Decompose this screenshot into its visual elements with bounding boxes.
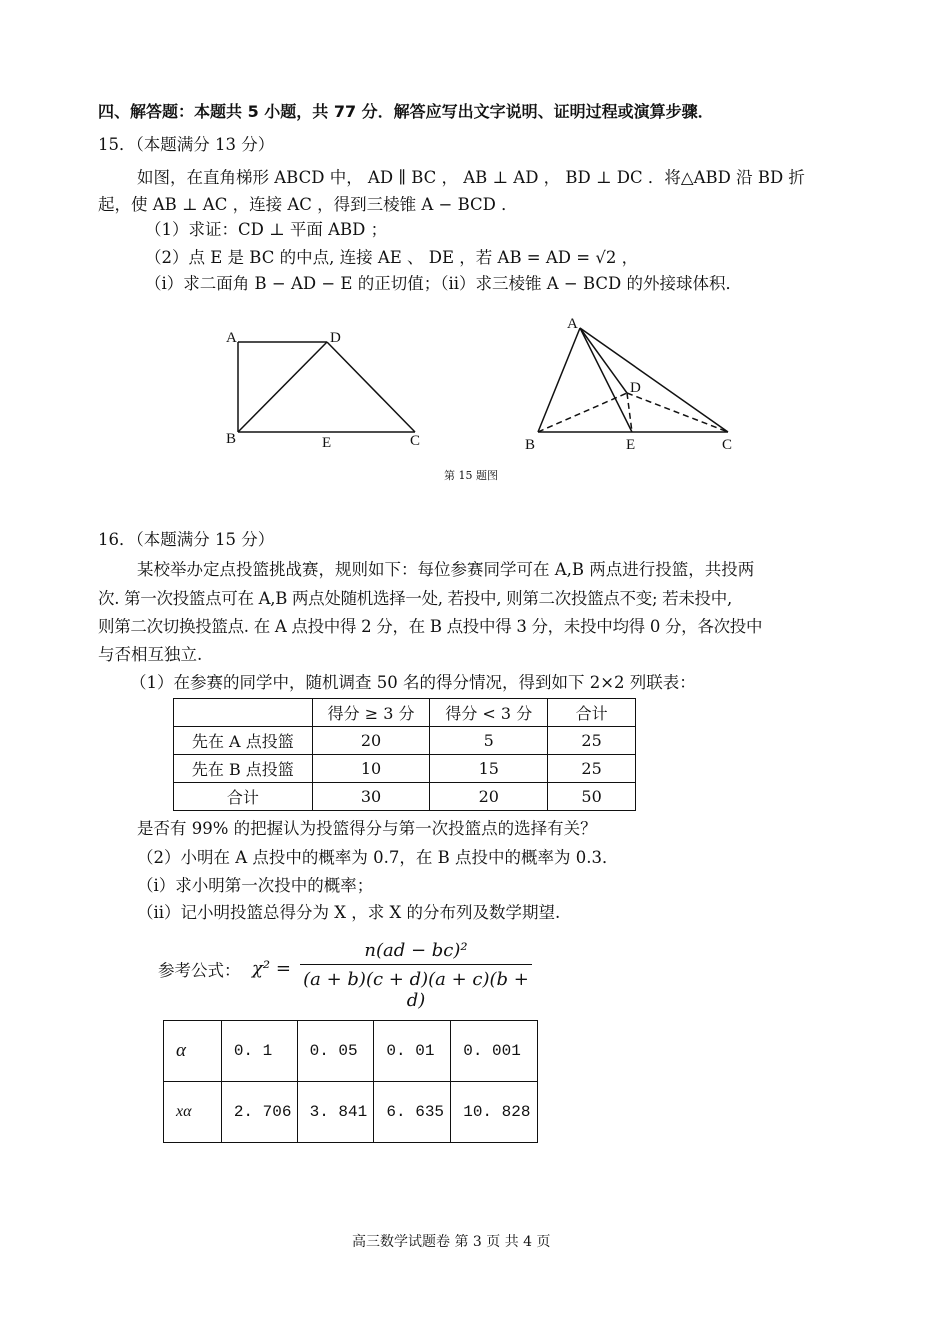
q15-title: 15．（本题满分 13 分） <box>98 135 275 154</box>
q15-line: （i）求二面角 B − AD − E 的正切值；（ii）求三棱锥 A − BCD 的外接球体积． <box>145 274 743 293</box>
q15-line: 如图，在直角梯形 ABCD 中， AD ∥ BC ， AB ⊥ AD ， BD ⊥ DC ．将△ABD 沿 BD 折 <box>137 168 805 187</box>
header-cell: 得分 < 3 分 <box>430 699 548 727</box>
critical-value-table <box>163 1020 538 1143</box>
contingency-table <box>173 698 636 811</box>
figure-caption: 第 15 题图 <box>444 469 498 482</box>
q15-figures <box>0 300 950 490</box>
q16-line: （ii）记小明投篮总得分为 X ，求 X 的分布列及数学期望. <box>137 903 561 922</box>
label-c: C <box>722 437 733 453</box>
label-e: E <box>626 437 636 453</box>
q16-title: 16．（本题满分 15 分） <box>98 530 275 549</box>
label-c: C <box>410 433 421 449</box>
q16-line: 某校举办定点投篮挑战赛，规则如下：每位参赛同学可在 A,B 两点进行投篮，共投两 <box>137 560 755 579</box>
q15-line: （1）求证：CD ⊥ 平面 ABD ； <box>145 220 388 239</box>
table-row: xα 2. 706 3. 841 6. 635 10. 828 <box>164 1082 538 1143</box>
label-d: D <box>330 330 341 346</box>
label-d: D <box>630 380 641 396</box>
label-b: B <box>525 437 536 453</box>
label-a: A <box>226 330 237 346</box>
header-cell: 得分 ≥ 3 分 <box>312 699 430 727</box>
formula-fraction: $\frac{\text{n(ad − bc)²}}{(a + b)(c + d)(a + c)(b + d)}$ <box>300 940 532 1011</box>
table-row: α 0. 1 0. 05 0. 01 0. 001 <box>164 1021 538 1082</box>
label-a: A <box>567 316 578 332</box>
q16-line: 则第二次切换投篮点. 在 A 点投中得 2 分，在 B 点投中得 3 分，未投中均得 0 分，各次投中 <box>98 617 763 636</box>
formula-label: 参考公式： <box>158 961 241 980</box>
label-b: B <box>226 431 237 447</box>
label-e: E <box>322 435 332 451</box>
q16-line: 次. 第一次投篮点可在 A,B 两点处随机选择一处, 若投中, 则第二次投篮点不变; 若未投中, <box>98 589 732 608</box>
table-row: 先在 B 点投篮 10 15 25 <box>174 755 636 783</box>
header-cell: 合计 <box>548 699 636 727</box>
trapezoid-figure <box>238 342 415 432</box>
q16-line: （2）小明在 A 点投中的概率为 0.7，在 B 点投中的概率为 0.3． <box>137 848 619 867</box>
table-row: 先在 A 点投篮 20 5 25 <box>174 727 636 755</box>
table-row: 合计 30 20 50 <box>174 783 636 811</box>
page-footer: 高三数学试题卷 第 3 页 共 4 页 <box>352 1234 551 1250</box>
q15-line: 起，使 AB ⊥ AC ，连接 AC ，得到三棱锥 A − BCD ． <box>98 195 518 214</box>
section-header: 四、解答题：本题共 5 小题，共 77 分．解答应写出文字说明、证明过程或演算步骤． <box>98 102 714 121</box>
q16-line: 与否相互独立. <box>98 645 203 664</box>
q16-line: 是否有 99% 的把握认为投篮得分与第一次投篮点的选择有关？ <box>137 819 597 838</box>
q15-line: （2）点 E 是 BC 的中点, 连接 AE 、 DE ，若 AB = AD = √2 ， <box>145 248 639 267</box>
q16-line: （i）求小明第一次投中的概率； <box>137 876 374 895</box>
q16-line: （1）在参赛的同学中，随机调查 50 名的得分情况，得到如下 2×2 列联表： <box>130 673 696 692</box>
formula-lhs: χ² = <box>252 958 291 979</box>
